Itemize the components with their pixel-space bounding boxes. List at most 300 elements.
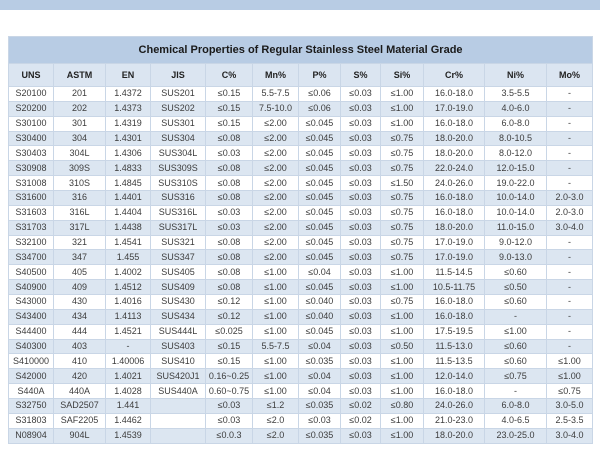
cell-cr: 10.5-11.75 bbox=[424, 280, 485, 295]
cell-uns: S40500 bbox=[9, 265, 54, 280]
cell-mn: ≤1.00 bbox=[253, 324, 299, 339]
table-row bbox=[9, 413, 593, 428]
cell-ni: ≤0.60 bbox=[485, 339, 547, 354]
cell-s: ≤0.03 bbox=[341, 116, 381, 131]
cell-astm: 904L bbox=[54, 428, 106, 443]
cell-astm: 310S bbox=[54, 176, 106, 191]
cell-mo: 3.0-4.0 bbox=[547, 220, 593, 235]
cell-si: ≤0.75 bbox=[381, 161, 424, 176]
table-row bbox=[9, 176, 593, 191]
cell-jis: SUS304 bbox=[151, 131, 206, 146]
cell-s: ≤0.03 bbox=[341, 265, 381, 280]
table-header-row bbox=[9, 64, 593, 87]
cell-mn: ≤2.00 bbox=[253, 235, 299, 250]
cell-s: ≤0.03 bbox=[341, 87, 381, 102]
cell-mo: - bbox=[547, 116, 593, 131]
cell-astm: 309S bbox=[54, 161, 106, 176]
cell-uns: S40300 bbox=[9, 339, 54, 354]
cell-s: ≤0.03 bbox=[341, 280, 381, 295]
cell-mo: - bbox=[547, 339, 593, 354]
cell-cr: 17.0-19.0 bbox=[424, 101, 485, 116]
table-row bbox=[9, 131, 593, 146]
cell-p: ≤0.040 bbox=[299, 309, 341, 324]
cell-jis bbox=[151, 428, 206, 443]
cell-p: ≤0.045 bbox=[299, 131, 341, 146]
cell-cr: 18.0-20.0 bbox=[424, 220, 485, 235]
cell-ni: 19.0-22.0 bbox=[485, 176, 547, 191]
cell-s: ≤0.03 bbox=[341, 220, 381, 235]
cell-p: ≤0.045 bbox=[299, 116, 341, 131]
cell-c: ≤0.15 bbox=[206, 116, 253, 131]
cell-jis: SUS420J1 bbox=[151, 369, 206, 384]
cell-cr: 17.0-19.0 bbox=[424, 250, 485, 265]
cell-si: ≤0.75 bbox=[381, 295, 424, 310]
cell-mn: ≤2.00 bbox=[253, 176, 299, 191]
cell-p: ≤0.045 bbox=[299, 324, 341, 339]
cell-uns: S30100 bbox=[9, 116, 54, 131]
cell-cr: 17.5-19.5 bbox=[424, 324, 485, 339]
table-row bbox=[9, 87, 593, 102]
cell-ni: - bbox=[485, 384, 547, 399]
cell-astm: 347 bbox=[54, 250, 106, 265]
cell-cr: 18.0-20.0 bbox=[424, 428, 485, 443]
column-header-mn: Mn% bbox=[253, 64, 299, 87]
cell-uns: S34700 bbox=[9, 250, 54, 265]
cell-s: ≤0.03 bbox=[341, 250, 381, 265]
table-body bbox=[9, 87, 593, 444]
cell-c: ≤0.03 bbox=[206, 146, 253, 161]
table-row bbox=[9, 280, 593, 295]
cell-jis: SUS347 bbox=[151, 250, 206, 265]
cell-si: ≤1.00 bbox=[381, 428, 424, 443]
cell-mn: ≤1.00 bbox=[253, 384, 299, 399]
cell-cr: 18.0-20.0 bbox=[424, 131, 485, 146]
table-row bbox=[9, 309, 593, 324]
cell-uns: S40900 bbox=[9, 280, 54, 295]
cell-c: ≤0.08 bbox=[206, 280, 253, 295]
cell-uns: S43000 bbox=[9, 295, 54, 310]
cell-en: 1.4306 bbox=[106, 146, 151, 161]
cell-c: ≤0.08 bbox=[206, 131, 253, 146]
cell-uns: S32100 bbox=[9, 235, 54, 250]
cell-mo: ≤1.00 bbox=[547, 354, 593, 369]
cell-en: 1.40006 bbox=[106, 354, 151, 369]
cell-jis: SUS434 bbox=[151, 309, 206, 324]
cell-jis: SUS410 bbox=[151, 354, 206, 369]
cell-jis: SUS430 bbox=[151, 295, 206, 310]
cell-si: ≤0.75 bbox=[381, 205, 424, 220]
cell-en: 1.4373 bbox=[106, 101, 151, 116]
cell-mn: ≤1.00 bbox=[253, 354, 299, 369]
cell-p: ≤0.06 bbox=[299, 87, 341, 102]
cell-p: ≤0.045 bbox=[299, 146, 341, 161]
cell-s: ≤0.03 bbox=[341, 205, 381, 220]
cell-mo: - bbox=[547, 309, 593, 324]
cell-astm: 321 bbox=[54, 235, 106, 250]
cell-jis: SUS403 bbox=[151, 339, 206, 354]
cell-uns: S30400 bbox=[9, 131, 54, 146]
cell-cr: 21.0-23.0 bbox=[424, 413, 485, 428]
table-row bbox=[9, 369, 593, 384]
cell-ni: ≤0.75 bbox=[485, 369, 547, 384]
cell-mn: ≤2.00 bbox=[253, 161, 299, 176]
table-row bbox=[9, 295, 593, 310]
cell-s: ≤0.03 bbox=[341, 354, 381, 369]
table-row bbox=[9, 324, 593, 339]
cell-ni: 4.0-6.0 bbox=[485, 101, 547, 116]
cell-jis: SUS309S bbox=[151, 161, 206, 176]
cell-uns: S43400 bbox=[9, 309, 54, 324]
table-row bbox=[9, 235, 593, 250]
cell-astm: 430 bbox=[54, 295, 106, 310]
table-title: Chemical Properties of Regular Stainless Steel Material Grade bbox=[9, 37, 593, 64]
column-header-s: S% bbox=[341, 64, 381, 87]
cell-s: ≤0.03 bbox=[341, 176, 381, 191]
cell-p: ≤0.035 bbox=[299, 354, 341, 369]
cell-ni: - bbox=[485, 309, 547, 324]
cell-si: ≤0.75 bbox=[381, 235, 424, 250]
cell-c: ≤0.15 bbox=[206, 101, 253, 116]
cell-p: ≤0.045 bbox=[299, 235, 341, 250]
cell-mo: - bbox=[547, 324, 593, 339]
cell-si: ≤0.75 bbox=[381, 250, 424, 265]
cell-en: 1.4404 bbox=[106, 205, 151, 220]
cell-cr: 11.5-14.5 bbox=[424, 265, 485, 280]
cell-mn: ≤1.00 bbox=[253, 280, 299, 295]
cell-si: ≤1.00 bbox=[381, 265, 424, 280]
cell-p: ≤0.045 bbox=[299, 176, 341, 191]
cell-mn: ≤2.0 bbox=[253, 428, 299, 443]
cell-s: ≤0.03 bbox=[341, 235, 381, 250]
cell-en: 1.4021 bbox=[106, 369, 151, 384]
cell-c: ≤0.03 bbox=[206, 205, 253, 220]
cell-mn: ≤2.0 bbox=[253, 413, 299, 428]
column-header-c: C% bbox=[206, 64, 253, 87]
cell-cr: 22.0-24.0 bbox=[424, 161, 485, 176]
cell-p: ≤0.03 bbox=[299, 413, 341, 428]
cell-mn: 5.5-7.5 bbox=[253, 339, 299, 354]
cell-cr: 16.0-18.0 bbox=[424, 309, 485, 324]
cell-mo: - bbox=[547, 265, 593, 280]
table-row bbox=[9, 205, 593, 220]
cell-ni: 3.5-5.5 bbox=[485, 87, 547, 102]
cell-ni: ≤0.60 bbox=[485, 295, 547, 310]
cell-en: 1.4512 bbox=[106, 280, 151, 295]
cell-astm: 304L bbox=[54, 146, 106, 161]
table-row bbox=[9, 146, 593, 161]
cell-si: ≤0.75 bbox=[381, 191, 424, 206]
cell-astm: 304 bbox=[54, 131, 106, 146]
cell-cr: 17.0-19.0 bbox=[424, 235, 485, 250]
cell-c: ≤0.03 bbox=[206, 413, 253, 428]
cell-mn: ≤2.00 bbox=[253, 205, 299, 220]
table-title-row bbox=[9, 37, 593, 64]
cell-uns: S31603 bbox=[9, 205, 54, 220]
cell-s: ≤0.02 bbox=[341, 413, 381, 428]
table-row bbox=[9, 354, 593, 369]
cell-en: 1.455 bbox=[106, 250, 151, 265]
column-header-en: EN bbox=[106, 64, 151, 87]
cell-ni: 10.0-14.0 bbox=[485, 205, 547, 220]
cell-p: ≤0.045 bbox=[299, 161, 341, 176]
cell-cr: 11.5-13.0 bbox=[424, 339, 485, 354]
cell-p: ≤0.045 bbox=[299, 205, 341, 220]
cell-uns: S31008 bbox=[9, 176, 54, 191]
cell-p: ≤0.04 bbox=[299, 369, 341, 384]
cell-mn: ≤2.00 bbox=[253, 191, 299, 206]
chemical-properties-table bbox=[8, 36, 593, 444]
cell-s: ≤0.03 bbox=[341, 428, 381, 443]
cell-p: ≤0.04 bbox=[299, 339, 341, 354]
cell-mo: - bbox=[547, 280, 593, 295]
cell-uns: S30403 bbox=[9, 146, 54, 161]
cell-s: ≤0.03 bbox=[341, 146, 381, 161]
cell-mo: - bbox=[547, 87, 593, 102]
cell-jis: SUS201 bbox=[151, 87, 206, 102]
cell-ni: 10.0-14.0 bbox=[485, 191, 547, 206]
cell-ni: 6.0-8.0 bbox=[485, 399, 547, 414]
cell-en: 1.4301 bbox=[106, 131, 151, 146]
cell-uns: S44400 bbox=[9, 324, 54, 339]
cell-mo: 3.0-4.0 bbox=[547, 428, 593, 443]
cell-astm: 410 bbox=[54, 354, 106, 369]
cell-s: ≤0.03 bbox=[341, 101, 381, 116]
cell-c: ≤0.03 bbox=[206, 220, 253, 235]
cell-mo: ≤0.75 bbox=[547, 384, 593, 399]
cell-astm: 301 bbox=[54, 116, 106, 131]
cell-jis: SUS316L bbox=[151, 205, 206, 220]
cell-ni: 8.0-10.5 bbox=[485, 131, 547, 146]
cell-ni: ≤0.60 bbox=[485, 354, 547, 369]
cell-cr: 11.5-13.5 bbox=[424, 354, 485, 369]
cell-si: ≤1.00 bbox=[381, 101, 424, 116]
cell-si: ≤1.00 bbox=[381, 280, 424, 295]
cell-jis: SUS304L bbox=[151, 146, 206, 161]
cell-astm: SAF2205 bbox=[54, 413, 106, 428]
cell-astm: 405 bbox=[54, 265, 106, 280]
cell-c: ≤0.08 bbox=[206, 265, 253, 280]
cell-c: ≤0.03 bbox=[206, 399, 253, 414]
cell-mn: ≤2.00 bbox=[253, 146, 299, 161]
cell-jis: SUS310S bbox=[151, 176, 206, 191]
cell-s: ≤0.03 bbox=[341, 131, 381, 146]
cell-cr: 16.0-18.0 bbox=[424, 191, 485, 206]
cell-mo: - bbox=[547, 250, 593, 265]
cell-astm: 202 bbox=[54, 101, 106, 116]
cell-si: ≤1.50 bbox=[381, 176, 424, 191]
cell-mo: - bbox=[547, 131, 593, 146]
cell-jis bbox=[151, 413, 206, 428]
table-row bbox=[9, 161, 593, 176]
cell-mo: - bbox=[547, 101, 593, 116]
cell-mo: - bbox=[547, 295, 593, 310]
cell-en: 1.4521 bbox=[106, 324, 151, 339]
cell-c: 0.60~0.75 bbox=[206, 384, 253, 399]
cell-en: 1.4438 bbox=[106, 220, 151, 235]
cell-si: ≤1.00 bbox=[381, 116, 424, 131]
cell-jis: SUS444L bbox=[151, 324, 206, 339]
cell-astm: 316 bbox=[54, 191, 106, 206]
cell-mo: 2.5-3.5 bbox=[547, 413, 593, 428]
cell-p: ≤0.040 bbox=[299, 295, 341, 310]
cell-ni: 6.0-8.0 bbox=[485, 116, 547, 131]
cell-si: ≤1.00 bbox=[381, 309, 424, 324]
cell-uns: S410000 bbox=[9, 354, 54, 369]
cell-ni: 11.0-15.0 bbox=[485, 220, 547, 235]
cell-si: ≤0.75 bbox=[381, 146, 424, 161]
cell-c: ≤0.08 bbox=[206, 191, 253, 206]
cell-jis: SUS317L bbox=[151, 220, 206, 235]
cell-mn: 5.5-7.5 bbox=[253, 87, 299, 102]
cell-si: ≤1.00 bbox=[381, 369, 424, 384]
cell-mo: 2.0-3.0 bbox=[547, 205, 593, 220]
cell-ni: 23.0-25.0 bbox=[485, 428, 547, 443]
cell-astm: SAD2507 bbox=[54, 399, 106, 414]
cell-jis: SUS301 bbox=[151, 116, 206, 131]
cell-c: ≤0.08 bbox=[206, 176, 253, 191]
cell-cr: 16.0-18.0 bbox=[424, 87, 485, 102]
column-header-uns: UNS bbox=[9, 64, 54, 87]
cell-p: ≤0.035 bbox=[299, 399, 341, 414]
cell-s: ≤0.03 bbox=[341, 191, 381, 206]
cell-mn: ≤2.00 bbox=[253, 250, 299, 265]
cell-p: ≤0.04 bbox=[299, 384, 341, 399]
cell-p: ≤0.045 bbox=[299, 280, 341, 295]
cell-ni: 9.0-12.0 bbox=[485, 235, 547, 250]
cell-en: 1.4113 bbox=[106, 309, 151, 324]
cell-mn: ≤1.00 bbox=[253, 295, 299, 310]
cell-en: 1.4845 bbox=[106, 176, 151, 191]
cell-s: ≤0.03 bbox=[341, 384, 381, 399]
cell-si: ≤1.00 bbox=[381, 384, 424, 399]
table-row bbox=[9, 428, 593, 443]
table-row bbox=[9, 191, 593, 206]
cell-en: 1.4028 bbox=[106, 384, 151, 399]
cell-mo: 3.0-5.0 bbox=[547, 399, 593, 414]
cell-c: ≤0.08 bbox=[206, 235, 253, 250]
cell-mo: - bbox=[547, 161, 593, 176]
table-row bbox=[9, 384, 593, 399]
cell-si: ≤1.00 bbox=[381, 324, 424, 339]
top-blue-strip bbox=[0, 0, 600, 10]
cell-ni: 12.0-15.0 bbox=[485, 161, 547, 176]
cell-mo: ≤1.00 bbox=[547, 369, 593, 384]
cell-mn: ≤1.00 bbox=[253, 265, 299, 280]
cell-ni: ≤1.00 bbox=[485, 324, 547, 339]
cell-en: 1.4372 bbox=[106, 87, 151, 102]
cell-si: ≤1.00 bbox=[381, 354, 424, 369]
cell-jis bbox=[151, 399, 206, 414]
cell-astm: 201 bbox=[54, 87, 106, 102]
cell-si: ≤0.80 bbox=[381, 399, 424, 414]
cell-p: ≤0.045 bbox=[299, 191, 341, 206]
table-row bbox=[9, 265, 593, 280]
cell-uns: S31803 bbox=[9, 413, 54, 428]
cell-si: ≤1.00 bbox=[381, 413, 424, 428]
cell-ni: ≤0.50 bbox=[485, 280, 547, 295]
cell-s: ≤0.03 bbox=[341, 295, 381, 310]
cell-en: 1.4002 bbox=[106, 265, 151, 280]
cell-uns: S30908 bbox=[9, 161, 54, 176]
table-row bbox=[9, 101, 593, 116]
cell-c: ≤0.15 bbox=[206, 354, 253, 369]
column-header-ni: Ni% bbox=[485, 64, 547, 87]
cell-c: ≤0.08 bbox=[206, 161, 253, 176]
cell-jis: SUS316 bbox=[151, 191, 206, 206]
cell-mn: ≤1.00 bbox=[253, 369, 299, 384]
cell-cr: 16.0-18.0 bbox=[424, 295, 485, 310]
cell-mn: ≤2.00 bbox=[253, 131, 299, 146]
cell-astm: 316L bbox=[54, 205, 106, 220]
cell-cr: 18.0-20.0 bbox=[424, 146, 485, 161]
cell-mn: ≤2.00 bbox=[253, 220, 299, 235]
cell-s: ≤0.03 bbox=[341, 339, 381, 354]
cell-ni: 4.0-6.5 bbox=[485, 413, 547, 428]
cell-en: - bbox=[106, 339, 151, 354]
cell-s: ≤0.03 bbox=[341, 369, 381, 384]
cell-mn: ≤1.2 bbox=[253, 399, 299, 414]
cell-astm: 420 bbox=[54, 369, 106, 384]
cell-jis: SUS440A bbox=[151, 384, 206, 399]
cell-cr: 12.0-14.0 bbox=[424, 369, 485, 384]
cell-si: ≤0.75 bbox=[381, 220, 424, 235]
cell-ni: 9.0-13.0 bbox=[485, 250, 547, 265]
cell-mo: - bbox=[547, 176, 593, 191]
cell-uns: S42000 bbox=[9, 369, 54, 384]
cell-uns: N08904 bbox=[9, 428, 54, 443]
cell-si: ≤0.75 bbox=[381, 131, 424, 146]
cell-jis: SUS321 bbox=[151, 235, 206, 250]
column-header-jis: JIS bbox=[151, 64, 206, 87]
cell-astm: 317L bbox=[54, 220, 106, 235]
cell-jis: SUS409 bbox=[151, 280, 206, 295]
cell-en: 1.4462 bbox=[106, 413, 151, 428]
cell-jis: SUS202 bbox=[151, 101, 206, 116]
column-header-si: Si% bbox=[381, 64, 424, 87]
cell-mo: 2.0-3.0 bbox=[547, 191, 593, 206]
cell-c: 0.16~0.25 bbox=[206, 369, 253, 384]
cell-mo: - bbox=[547, 146, 593, 161]
cell-p: ≤0.045 bbox=[299, 220, 341, 235]
cell-astm: 403 bbox=[54, 339, 106, 354]
cell-si: ≤1.00 bbox=[381, 87, 424, 102]
cell-c: ≤0.0.3 bbox=[206, 428, 253, 443]
cell-uns: S31600 bbox=[9, 191, 54, 206]
cell-cr: 16.0-18.0 bbox=[424, 384, 485, 399]
table-row bbox=[9, 116, 593, 131]
cell-astm: 409 bbox=[54, 280, 106, 295]
cell-astm: 440A bbox=[54, 384, 106, 399]
cell-en: 1.4401 bbox=[106, 191, 151, 206]
cell-astm: 444 bbox=[54, 324, 106, 339]
cell-c: ≤0.12 bbox=[206, 309, 253, 324]
cell-cr: 16.0-18.0 bbox=[424, 116, 485, 131]
table-row bbox=[9, 339, 593, 354]
cell-uns: S20200 bbox=[9, 101, 54, 116]
cell-uns: S440A bbox=[9, 384, 54, 399]
cell-jis: SUS405 bbox=[151, 265, 206, 280]
cell-en: 1.4539 bbox=[106, 428, 151, 443]
cell-s: ≤0.03 bbox=[341, 324, 381, 339]
cell-c: ≤0.12 bbox=[206, 295, 253, 310]
column-header-cr: Cr% bbox=[424, 64, 485, 87]
column-header-mo: Mo% bbox=[547, 64, 593, 87]
cell-ni: ≤0.60 bbox=[485, 265, 547, 280]
cell-cr: 16.0-18.0 bbox=[424, 205, 485, 220]
column-header-astm: ASTM bbox=[54, 64, 106, 87]
cell-en: 1.4319 bbox=[106, 116, 151, 131]
cell-mo: - bbox=[547, 235, 593, 250]
